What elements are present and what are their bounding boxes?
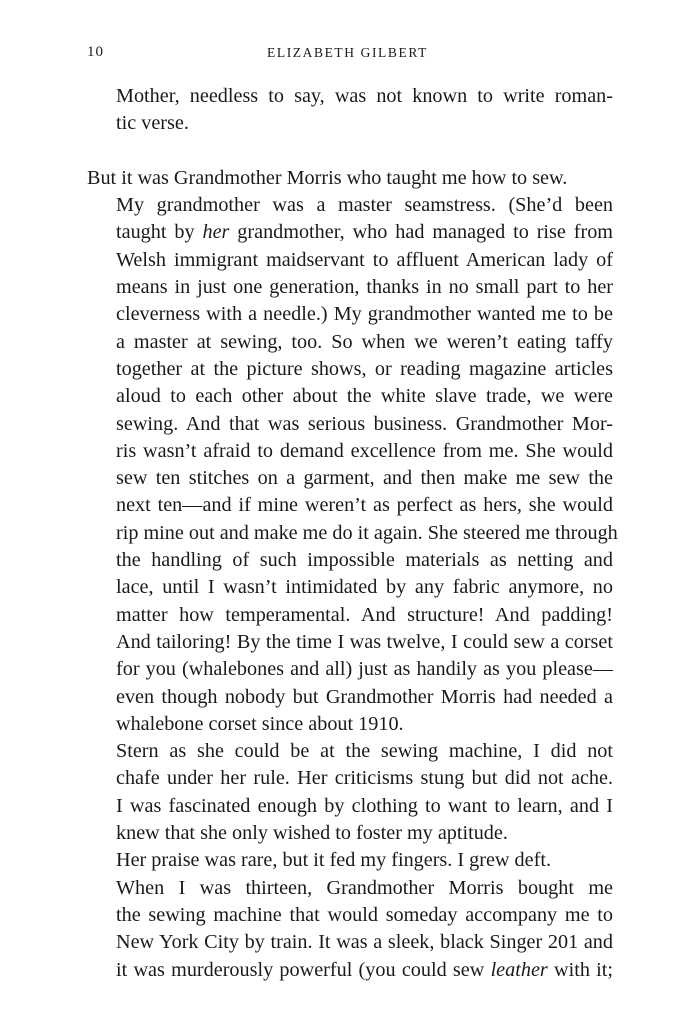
paragraph [87, 738, 613, 847]
text-run: it was murderously powerful (you could sew [116, 958, 491, 981]
page-number: 10 [87, 44, 104, 60]
text-line: means in just one generation, thanks in no small part to her [116, 276, 613, 299]
emphasis: her [202, 221, 230, 244]
text-line: lace, until I wasn’t intimidated by any fabric anymore, no [116, 576, 613, 599]
text-run: taught by [116, 221, 203, 244]
emphasis: leather [490, 958, 548, 981]
text-line: knew that she only wished to foster my aptitude. [116, 822, 508, 845]
section-break [87, 138, 613, 165]
text-line: Stern as she could be at the sewing machine, I did not [116, 740, 613, 763]
text-line: rip mine out and make me do it again. She steered me through [116, 521, 618, 544]
body-text [87, 83, 618, 984]
text-line: Her praise was rare, but it fed my fingers. I grew deft. [116, 849, 551, 872]
text-line: ris wasn’t afraid to demand excellence from me. She would [116, 439, 613, 462]
text-line: When I was thirteen, Grandmother Morris bought me [116, 876, 613, 899]
text-line: Mother, needless to say, was not known to write roman- [116, 85, 613, 107]
text-run: with it; [547, 958, 613, 981]
text-line: matter how temperamental. And structure! And padding! [116, 603, 613, 626]
text-line: sewing. And that was serious business. Grandmother Mor- [116, 412, 613, 435]
page-header [87, 44, 612, 66]
text-line: for you (whalebones and all) just as handily as you please— [116, 658, 613, 681]
paragraph [87, 83, 613, 138]
text-line: the handling of such impossible materials as netting and [116, 549, 613, 572]
text-line [87, 219, 613, 246]
text-line: sew ten stitches on a garment, and then make me sew the [116, 467, 613, 490]
text-line: And tailoring! By the time I was twelve, I could sew a corset [116, 630, 613, 653]
text-line: aloud to each other about the white slave trade, we were [116, 385, 613, 408]
paragraph [87, 165, 613, 192]
text-line: tic verse. [116, 112, 189, 135]
text-line: But it was Grandmother Morris who taught me how to sew. [87, 166, 568, 189]
text-line: the sewing machine that would someday accompany me to [116, 903, 613, 926]
text-line: My grandmother was a master seamstress. (She’d been [116, 194, 613, 217]
text-line: whalebone corset since about 1910. [116, 712, 404, 735]
text-line: cleverness with a needle.) My grandmother wanted me to be [116, 303, 613, 326]
text-line: even though nobody but Grandmother Morris had needed a [116, 685, 613, 708]
text-line: Welsh immigrant maidservant to affluent American lady of [116, 248, 613, 271]
running-head: ELIZABETH GILBERT [267, 45, 428, 60]
text-line: I was fascinated enough by clothing to want to learn, and I [116, 794, 613, 817]
text-line: a master at sewing, too. So when we weren’t eating taffy [116, 330, 613, 353]
text-line: chafe under her rule. Her criticisms stung but did not ache. [116, 767, 613, 790]
text-line: together at the picture shows, or reading magazine articles [116, 357, 613, 380]
paragraph [87, 875, 613, 984]
text-run: grandmother, who had managed to rise from [229, 221, 613, 244]
text-line: New York City by train. It was a sleek, black Singer 201 and [116, 931, 613, 954]
paragraph [87, 192, 618, 738]
text-line [87, 957, 613, 984]
paragraph [87, 847, 613, 874]
text-line: next ten—and if mine weren’t as perfect as hers, she would [116, 494, 613, 517]
